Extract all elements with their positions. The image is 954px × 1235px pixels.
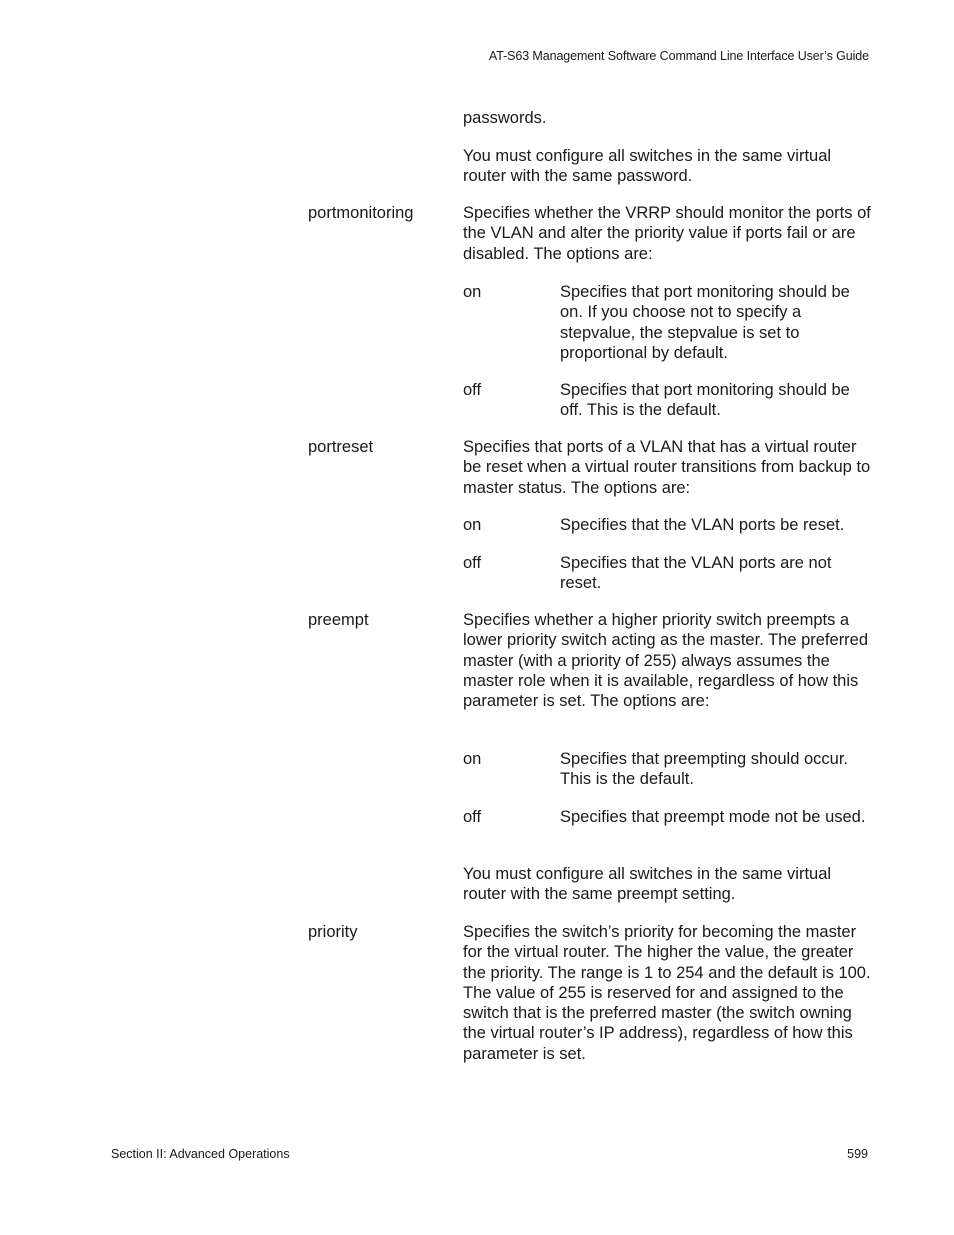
preempt-note: You must configure all switches in the same virtual router with the same preempt setting. [463, 865, 832, 904]
param-term-preempt: preempt [308, 611, 369, 629]
option-label-off: off [463, 381, 482, 399]
option-desc-on: Specifies that preempting should occur. This is the default. [560, 750, 849, 789]
continued-paragraph: passwords. [463, 109, 547, 127]
param-desc-priority: Specifies the switch’s priority for becoming the master for the virtual router. The higher the value, the greater the priority. The range is 1 to 254 and the default is 100. The value of 255 is reserved for and assigned to the switch that is the preferred master (the switch owning the virtual router’s IP address), regardless of how this parameter is set. [463, 923, 871, 1063]
param-desc-portreset: Specifies that ports of a VLAN that has a virtual router be reset when a virtual router transitions from backup to master status. The options are: [463, 438, 871, 497]
option-desc-off: Specifies that the VLAN ports are not reset. [560, 554, 832, 593]
page-number: 599 [847, 1147, 868, 1161]
param-desc-preempt: Specifies whether a higher priority switch preempts a lower priority switch acting as the master. The preferred master (with a priority of 255) always assumes the master role when it is available, regardless of how this parameter is set. The options are: [463, 611, 869, 711]
option-desc-on: Specifies that port monitoring should be on. If you choose not to specify a stepvalue, the stepvalue is set to proportional by default. [560, 283, 850, 362]
option-desc-off: Specifies that port monitoring should be off. This is the default. [560, 381, 850, 420]
option-label-off: off [463, 554, 482, 572]
option-label-on: on [463, 750, 482, 768]
option-desc-on: Specifies that the VLAN ports be reset. [560, 516, 845, 534]
footer-section: Section II: Advanced Operations [111, 1147, 290, 1161]
option-desc-off: Specifies that preempt mode not be used. [560, 808, 866, 826]
running-header: AT-S63 Management Software Command Line Interface User’s Guide [488, 49, 869, 63]
option-label-on: on [463, 283, 482, 301]
param-term-priority: priority [308, 923, 358, 941]
param-term-portreset: portreset [308, 438, 374, 456]
option-label-on: on [463, 516, 482, 534]
param-desc-portmonitoring: Specifies whether the VRRP should monitor the ports of the VLAN and alter the priority value if ports fail or are disabled. The options are: [463, 204, 871, 263]
option-label-off: off [463, 808, 482, 826]
param-term-portmonitoring: portmonitoring [308, 204, 414, 222]
password-note: You must configure all switches in the same virtual router with the same password. [463, 147, 832, 186]
